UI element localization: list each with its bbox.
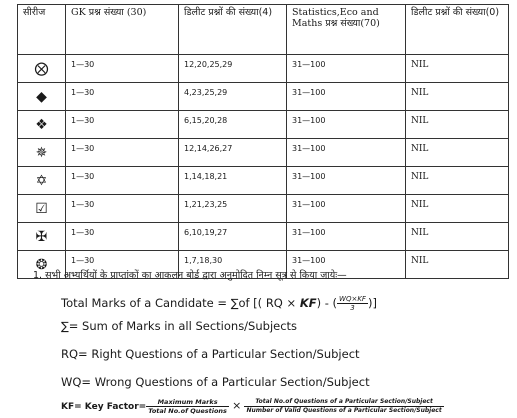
kf-fraction-1 (146, 398, 229, 415)
key-factor-formula (61, 398, 444, 415)
kf-denominator-2: Number of Valid Questions of a Particular Section/Subject (246, 407, 442, 414)
cell-gk-range: 1—30 (66, 223, 179, 251)
black-diamond-icon: ◆ (18, 83, 66, 111)
cell-stats-range: 31—100 (287, 83, 406, 111)
table-row (18, 195, 509, 223)
cell-gk-range: 1—30 (66, 139, 179, 167)
cell-deleted-stats: NIL (406, 251, 509, 279)
formula-fraction (337, 295, 368, 312)
cell-deleted-gk: 4,23,25,29 (179, 83, 287, 111)
total-marks-formula (61, 295, 377, 312)
formula-kf: KF (299, 296, 317, 310)
table-row (18, 139, 509, 167)
cell-gk-range: 1—30 (66, 111, 179, 139)
cell-deleted-stats: NIL (406, 167, 509, 195)
table-row (18, 83, 509, 111)
formula-suffix: )] (367, 296, 377, 310)
rq-definition: RQ= Right Questions of a Particular Section/Subject (61, 347, 360, 361)
cell-deleted-gk: 12,20,25,29 (179, 55, 287, 83)
cell-gk-range: 1—30 (66, 83, 179, 111)
cell-deleted-stats: NIL (406, 223, 509, 251)
table-row (18, 111, 509, 139)
kf-numerator-2: Total No.of Questions of a Particular Section/Subject (244, 398, 443, 407)
cell-deleted-stats: NIL (406, 83, 509, 111)
cell-deleted-stats: NIL (406, 195, 509, 223)
formula-mid: ) - ( (316, 296, 338, 310)
kf-denominator-1: Total No.of Questions (148, 407, 227, 415)
cell-gk-range: 1—30 (66, 55, 179, 83)
kf-times: × (232, 399, 242, 412)
cell-deleted-stats: NIL (406, 55, 509, 83)
cell-stats-range: 31—100 (287, 167, 406, 195)
four-diamond-cluster-icon: ❖ (18, 111, 66, 139)
formula-prefix: Total Marks of a Candidate = ∑of [( RQ × (61, 296, 300, 310)
cell-deleted-gk: 1,21,23,25 (179, 195, 287, 223)
rule-text: सभी अभ्यर्थियों के प्राप्तांकों का आकलन बोर्ड द्वारा अनुमोदित निम्न सूत्र से किया जायेः— (45, 270, 347, 281)
cell-gk-range: 1—30 (66, 251, 179, 279)
header-series: सीरीज (18, 5, 66, 55)
kf-numerator-1: Maximum Marks (146, 398, 229, 407)
six-pointed-star-icon: ✡ (18, 167, 66, 195)
kf-fraction-2 (244, 398, 443, 415)
cell-deleted-gk: 1,14,18,21 (179, 167, 287, 195)
cell-deleted-stats: NIL (406, 111, 509, 139)
cell-deleted-gk: 6,10,19,27 (179, 223, 287, 251)
kf-label: KF= Key Factor= (61, 402, 147, 412)
cell-stats-range: 31—100 (287, 251, 406, 279)
rule-1 (33, 268, 513, 281)
checked-box-icon: ☑ (18, 195, 66, 223)
cell-deleted-stats: NIL (406, 139, 509, 167)
fraction-numerator: WQ×KF (339, 295, 366, 303)
table-header-row (18, 5, 509, 55)
circled-sun-icon: ❂ (18, 251, 66, 279)
header-deleted-stats: डिलीट प्रश्नों की संख्या(0) (406, 5, 509, 55)
table-row (18, 167, 509, 195)
fraction-denominator: 3 (350, 304, 355, 312)
header-gk: GK प्रश्न संख्या (30) (66, 5, 179, 55)
cell-deleted-gk: 6,15,20,28 (179, 111, 287, 139)
starburst-icon: ✵ (18, 139, 66, 167)
wq-definition: WQ= Wrong Questions of a Particular Section/Subject (61, 375, 370, 389)
cell-deleted-gk: 12,14,26,27 (179, 139, 287, 167)
cell-stats-range: 31—100 (287, 55, 406, 83)
circled-trefoil-icon: ⨂ (18, 55, 66, 83)
table-row (18, 223, 509, 251)
deleted-questions-table (17, 4, 509, 279)
cell-stats-range: 31—100 (287, 139, 406, 167)
header-stats: Statistics,Eco and Maths प्रश्न संख्या(70) (287, 5, 406, 55)
sum-definition: ∑= Sum of Marks in all Sections/Subjects (61, 319, 298, 333)
cell-gk-range: 1—30 (66, 167, 179, 195)
cell-stats-range: 31—100 (287, 111, 406, 139)
maltese-cross-icon: ✠ (18, 223, 66, 251)
cell-gk-range: 1—30 (66, 195, 179, 223)
rule-number: 1. (33, 270, 43, 281)
table-row (18, 55, 509, 83)
cell-stats-range: 31—100 (287, 195, 406, 223)
cell-stats-range: 31—100 (287, 223, 406, 251)
header-deleted-gk: डिलीट प्रश्नों की संख्या(4) (179, 5, 287, 55)
cell-deleted-gk: 1,7,18,30 (179, 251, 287, 279)
